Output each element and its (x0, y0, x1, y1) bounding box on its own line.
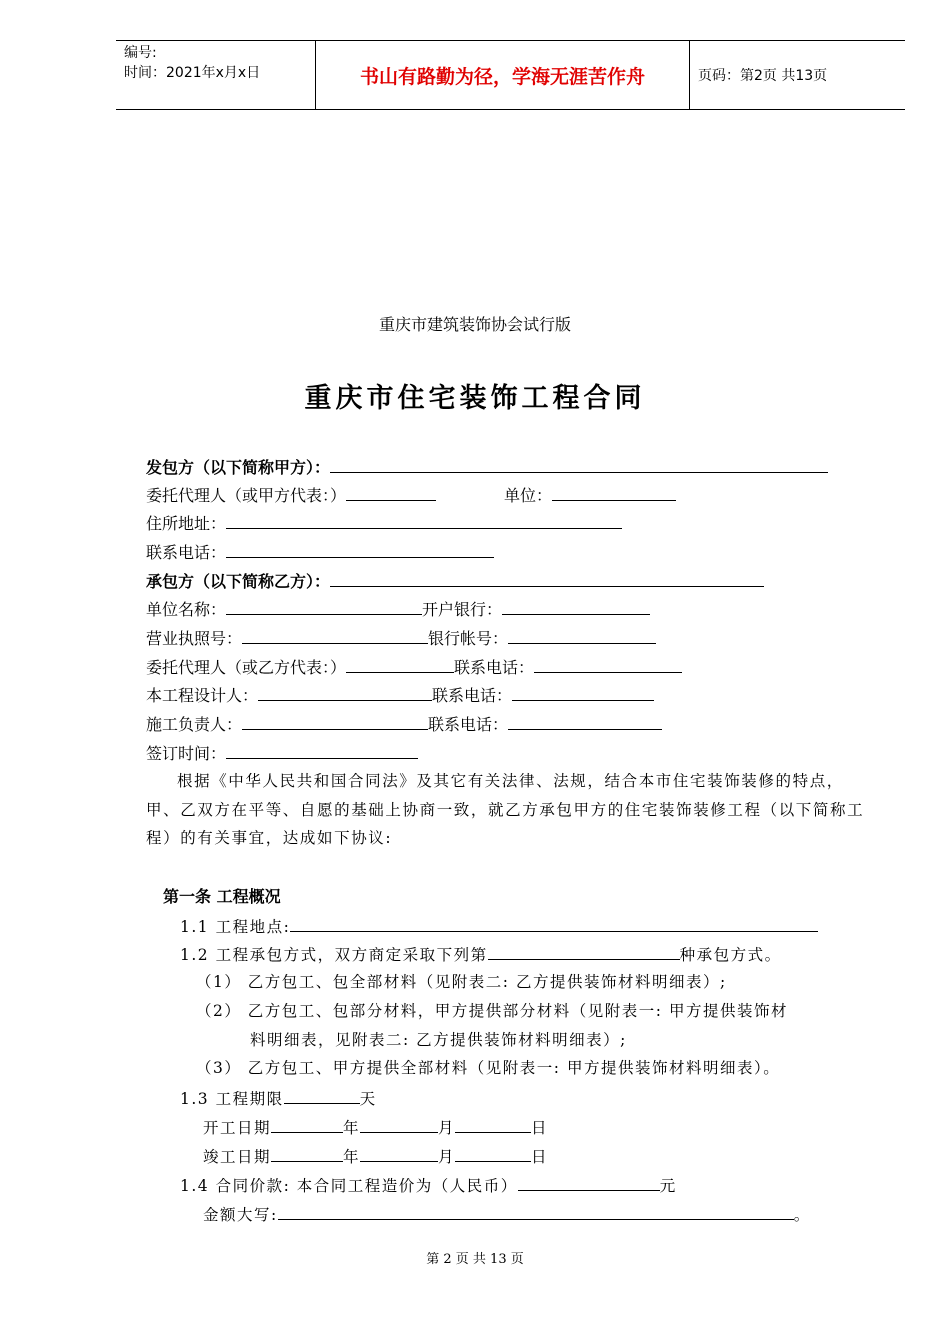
end-month-blank[interactable] (360, 1145, 438, 1162)
end-date-row (203, 1145, 548, 1167)
party-b-designer-label: 本工程设计人： (146, 686, 259, 705)
party-b-agent-phone-label: 联系电话： (454, 658, 535, 677)
start-day-blank[interactable] (455, 1116, 531, 1133)
party-b-license-blank[interactable] (242, 627, 428, 644)
party-b-manager-blank[interactable] (242, 713, 428, 730)
party-a-address-blank[interactable] (226, 512, 622, 529)
option-3: （3） 乙方包工、甲方提供全部材料（见附表一: 甲方提供装饰材料明细表）。 (196, 1059, 781, 1077)
party-b-account-label: 银行帐号： (428, 629, 509, 648)
party-a-phone-label: 联系电话： (146, 543, 227, 562)
header-motto: 书山有路勤为径，学海无涯苦作舟 (316, 41, 690, 109)
intro-paragraph: 根据《中华人民共和国合同法》及其它有关法律、法规，结合本市住宅装饰装修的特点，甲、乙双方在平等、自愿的基础上协商一致，就乙方承包甲方的住宅装饰装修工程（以下简称工程）的有关事宜，达成如下协议: (146, 772, 865, 847)
amount-words-row (203, 1203, 811, 1225)
start-date-label: 开工日期 (203, 1119, 272, 1137)
end-year-blank[interactable] (271, 1145, 343, 1162)
party-a-unit-blank[interactable] (552, 484, 676, 501)
clause-1-3-label: 1.3 工程期限 (180, 1090, 284, 1108)
contract-price-blank[interactable] (518, 1174, 660, 1191)
clause-1-4-label: 1.4 合同价款: 本合同工程造价为（人民币） (180, 1177, 518, 1195)
party-b-agent-phone-blank[interactable] (534, 656, 682, 673)
year-unit: 年 (343, 1119, 361, 1137)
duration-days-blank[interactable] (284, 1087, 360, 1104)
sign-time-label: 签订时间： (146, 744, 227, 763)
party-b-unit-row (146, 598, 650, 620)
month-unit: 月 (438, 1119, 456, 1137)
start-date-row (203, 1116, 548, 1138)
document-subtitle: 重庆市建筑装饰协会试行版 (378, 315, 571, 334)
option-2-line-2: 料明细表，见附表二: 乙方提供装饰材料明细表）; (250, 1031, 627, 1049)
party-a-agent-blank[interactable] (346, 484, 436, 501)
party-b-manager-label: 施工负责人： (146, 715, 243, 734)
day-unit: 日 (531, 1148, 549, 1166)
days-unit: 天 (359, 1090, 377, 1108)
party-b-unit-name-blank[interactable] (226, 598, 422, 615)
party-a-agent-row (146, 484, 676, 506)
party-b-manager-row (146, 713, 662, 735)
amount-words-blank[interactable] (278, 1203, 794, 1220)
clause-1-2 (180, 943, 782, 965)
start-month-blank[interactable] (360, 1116, 438, 1133)
party-a-unit-label: 单位： (504, 486, 553, 505)
party-a-address-label: 住所地址： (146, 514, 227, 533)
clause-1-3 (180, 1087, 377, 1109)
project-location-blank[interactable] (290, 915, 818, 932)
party-b-license-label: 营业执照号： (146, 629, 243, 648)
party-b-agent-row (146, 656, 682, 678)
party-b-designer-phone-blank[interactable] (512, 684, 654, 701)
clause-1-2-label: 1.2 工程承包方式，双方商定采取下列第 (180, 946, 488, 964)
party-b-account-blank[interactable] (508, 627, 656, 644)
article-1-heading: 第一条 工程概况 (163, 887, 281, 906)
party-b-agent-label: 委托代理人（或乙方代表：） (146, 658, 347, 677)
party-b-label: 承包方（以下简称乙方）： (146, 572, 331, 591)
document-title: 重庆市住宅装饰工程合同 (304, 383, 646, 414)
party-a-phone-blank[interactable] (226, 541, 494, 558)
contract-mode-blank[interactable] (488, 943, 680, 960)
party-b-bank-blank[interactable] (502, 598, 650, 615)
party-b-license-row (146, 627, 656, 649)
party-b-blank[interactable] (330, 570, 764, 587)
amount-words-label: 金额大写: (203, 1206, 278, 1224)
clause-1-2-suffix: 种承包方式。 (679, 946, 782, 964)
party-b-designer-row (146, 684, 654, 706)
day-unit: 日 (531, 1119, 549, 1137)
party-a-address-row (146, 512, 622, 534)
party-a-agent-label: 委托代理人（或甲方代表：） (146, 486, 347, 505)
page-header (116, 40, 905, 110)
party-a-blank[interactable] (330, 456, 828, 473)
clause-1-1 (180, 915, 818, 937)
doc-time-label: 时间：2021年x月x日 (124, 65, 261, 81)
party-b-unit-name-label: 单位名称： (146, 600, 227, 619)
doc-number-label: 编号: (124, 45, 157, 61)
option-1: （1） 乙方包工、包全部材料（见附表二: 乙方提供装饰材料明细表）; (196, 973, 727, 991)
page-footer: 第 2 页 共 13 页 (426, 1252, 524, 1267)
party-b-manager-phone-label: 联系电话： (428, 715, 509, 734)
party-a-row (146, 456, 828, 478)
party-b-designer-phone-label: 联系电话： (432, 686, 513, 705)
year-unit: 年 (343, 1148, 361, 1166)
party-b-agent-blank[interactable] (346, 656, 454, 673)
end-day-blank[interactable] (455, 1145, 531, 1162)
party-a-phone-row (146, 541, 494, 563)
option-2-line-1: （2） 乙方包工、包部分材料，甲方提供部分材料（见附表一: 甲方提供装饰材 (196, 1002, 788, 1020)
party-b-manager-phone-blank[interactable] (508, 713, 662, 730)
clause-1-4 (180, 1174, 677, 1196)
yuan-unit: 元 (659, 1177, 677, 1195)
header-meta (116, 41, 316, 109)
start-year-blank[interactable] (271, 1116, 343, 1133)
header-page-label: 页码：第2页 共13页 (698, 68, 828, 84)
party-b-bank-label: 开户银行： (422, 600, 503, 619)
end-date-label: 竣工日期 (203, 1148, 272, 1166)
clause-1-1-label: 1.1 工程地点: (180, 918, 291, 936)
sign-time-blank[interactable] (226, 742, 418, 759)
month-unit: 月 (438, 1148, 456, 1166)
party-a-label: 发包方（以下简称甲方）： (146, 458, 331, 477)
party-b-row (146, 570, 764, 592)
party-b-designer-blank[interactable] (258, 684, 432, 701)
amount-period: 。 (793, 1206, 811, 1224)
sign-time-row (146, 742, 418, 764)
